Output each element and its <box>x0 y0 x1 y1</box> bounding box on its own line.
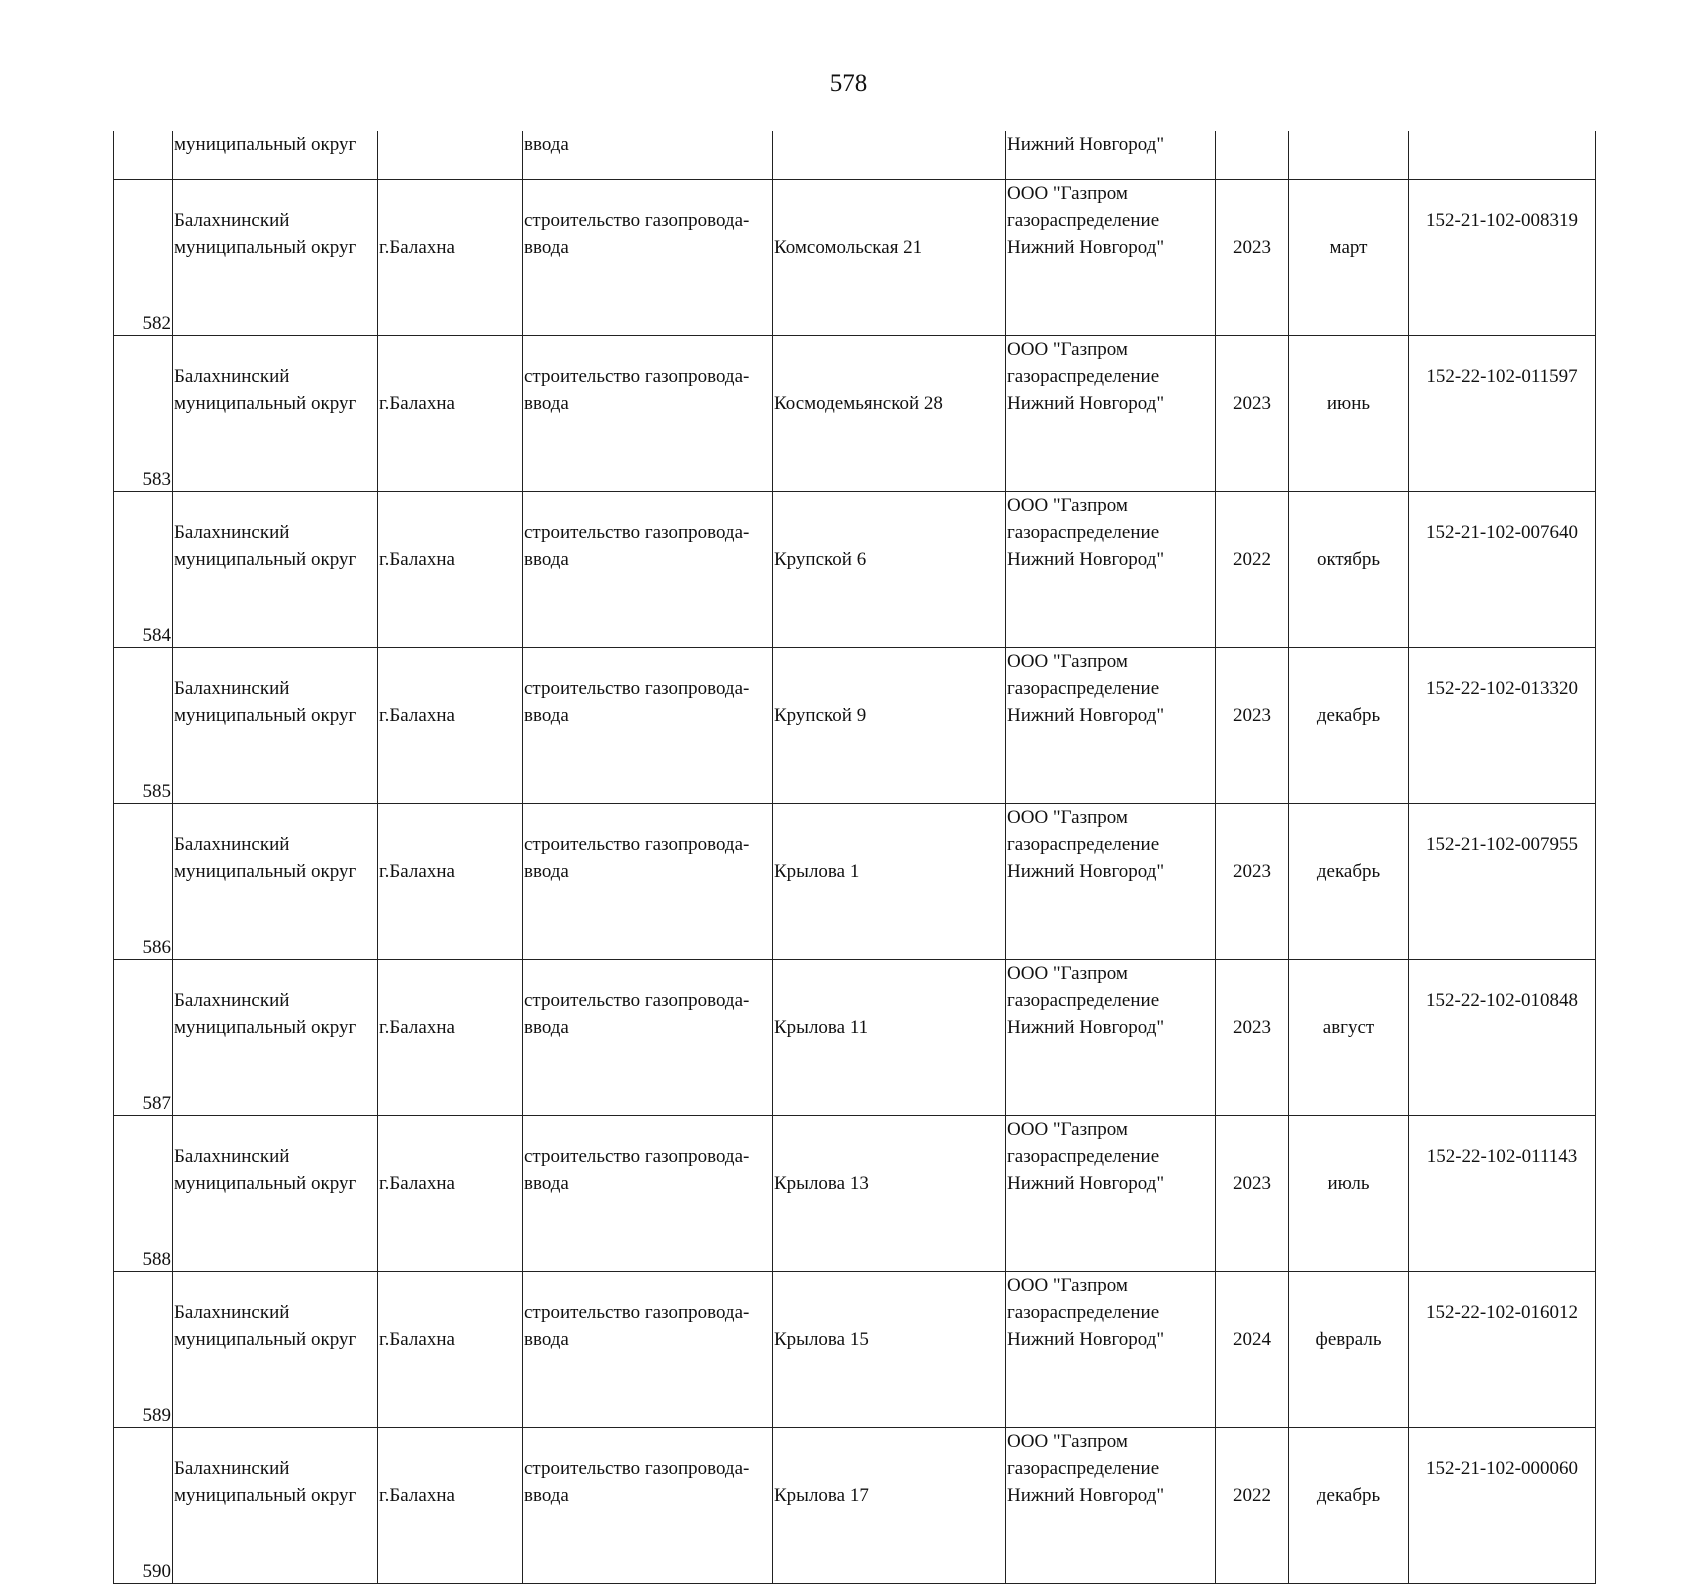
street-address: Крылова 17 <box>774 1485 869 1506</box>
gas-pipeline-registry-table <box>113 131 1596 1584</box>
work-line-1: строительство газопровода- <box>524 1458 750 1479</box>
organization-line-1: ООО "Газпром <box>1007 651 1128 672</box>
cell-district <box>173 336 378 492</box>
cell-organization <box>1006 960 1216 1116</box>
cell-city <box>378 1272 523 1428</box>
cell-month <box>1289 1272 1409 1428</box>
district-line-2: муниципальный округ <box>174 237 357 258</box>
row-number: 587 <box>142 1093 171 1114</box>
cell-work <box>523 1428 773 1584</box>
organization-line-3: Нижний Новгород" <box>1007 1329 1165 1350</box>
city-name: г.Балахна <box>379 705 455 726</box>
organization-line-1: ООО "Газпром <box>1007 339 1128 360</box>
cell-code <box>1409 1428 1596 1584</box>
cell-city <box>378 960 523 1116</box>
cell-num <box>114 336 173 492</box>
district-line-2: муниципальный округ <box>174 1017 357 1038</box>
cell-street <box>773 492 1006 648</box>
cell-work <box>523 336 773 492</box>
organization-line-2: газораспределение <box>1007 678 1160 699</box>
cell-city <box>378 131 523 180</box>
cell-code <box>1409 131 1596 180</box>
cell-district <box>173 492 378 648</box>
cell-district <box>173 1428 378 1584</box>
cell-num <box>114 804 173 960</box>
cell-num <box>114 180 173 336</box>
district-line-2: муниципальный округ <box>174 705 357 726</box>
work-line-2: ввода <box>524 861 569 882</box>
month-value: март <box>1329 237 1368 258</box>
city-name: г.Балахна <box>379 237 455 258</box>
table-row <box>114 960 1596 1116</box>
work-line-2: ввода <box>524 705 569 726</box>
organization-line-1: ООО "Газпром <box>1007 495 1128 516</box>
month-value: декабрь <box>1316 861 1381 882</box>
organization-line-2: газораспределение <box>1007 990 1160 1011</box>
cell-year <box>1216 648 1289 804</box>
street-address: Крылова 1 <box>774 861 860 882</box>
year-value: 2023 <box>1233 393 1271 414</box>
cell-city <box>378 1428 523 1584</box>
street-address: Крупской 6 <box>774 549 867 570</box>
row-number: 590 <box>142 1561 171 1582</box>
work-line-2: ввода <box>524 1485 569 1506</box>
cell-month <box>1289 180 1409 336</box>
cell-work <box>523 492 773 648</box>
organization-line-3: Нижний Новгород" <box>1007 861 1165 882</box>
registry-code: 152-22-102-011597 <box>1426 366 1578 387</box>
page-number: 578 <box>829 70 868 97</box>
cell-year <box>1216 804 1289 960</box>
cell-district <box>173 648 378 804</box>
district-line-1: Балахнинский <box>174 834 290 855</box>
year-value: 2023 <box>1233 1017 1271 1038</box>
cell-street <box>773 1272 1006 1428</box>
organization-line-3: Нижний Новгород" <box>1007 237 1165 258</box>
work-line-2: ввода <box>524 1173 569 1194</box>
cell-city <box>378 180 523 336</box>
city-name: г.Балахна <box>379 861 455 882</box>
registry-code: 152-21-102-007640 <box>1426 522 1578 543</box>
table-row <box>114 180 1596 336</box>
table-row <box>114 492 1596 648</box>
work-line-1: строительство газопровода- <box>524 990 750 1011</box>
organization-line-2: газораспределение <box>1007 1302 1160 1323</box>
work-line-2: ввода <box>524 393 569 414</box>
table-row <box>114 1428 1596 1584</box>
street-address: Крылова 13 <box>774 1173 869 1194</box>
work-line-1: строительство газопровода- <box>524 1302 750 1323</box>
month-value: февраль <box>1315 1329 1382 1350</box>
organization-line-1: ООО "Газпром <box>1007 807 1128 828</box>
cell-street <box>773 804 1006 960</box>
district-line-1: Балахнинский <box>174 522 290 543</box>
registry-code: 152-22-102-010848 <box>1426 990 1578 1011</box>
work-line-1: строительство газопровода- <box>524 210 750 231</box>
cell-street <box>773 1116 1006 1272</box>
cell-code <box>1409 180 1596 336</box>
cell-organization <box>1006 804 1216 960</box>
cell-city <box>378 804 523 960</box>
organization-line-3: Нижний Новгород" <box>1007 1485 1165 1506</box>
year-value: 2023 <box>1233 1173 1271 1194</box>
organization-line-2: газораспределение <box>1007 1146 1160 1167</box>
cell-year <box>1216 336 1289 492</box>
cell-month <box>1289 804 1409 960</box>
year-value: 2023 <box>1233 705 1271 726</box>
cell-city <box>378 648 523 804</box>
work-line-1: строительство газопровода- <box>524 678 750 699</box>
cell-year <box>1216 1116 1289 1272</box>
month-value: октябрь <box>1316 549 1381 570</box>
year-value: 2022 <box>1233 1485 1271 1506</box>
cell-num <box>114 1116 173 1272</box>
district-line-2: муниципальный округ <box>174 1485 357 1506</box>
table-body <box>114 131 1596 1584</box>
cell-work <box>523 960 773 1116</box>
city-name: г.Балахна <box>379 1173 455 1194</box>
row-number: 586 <box>142 937 171 958</box>
cell-month <box>1289 492 1409 648</box>
year-value: 2023 <box>1233 861 1271 882</box>
work-line-2: ввода <box>524 549 569 570</box>
cell-organization <box>1006 336 1216 492</box>
organization-line-2: газораспределение <box>1007 366 1160 387</box>
cell-year <box>1216 960 1289 1116</box>
organization-line-2: газораспределение <box>1007 834 1160 855</box>
cell-organization <box>1006 180 1216 336</box>
month-value: декабрь <box>1316 1485 1381 1506</box>
cell-organization <box>1006 648 1216 804</box>
work-line-1: строительство газопровода- <box>524 834 750 855</box>
cell-num <box>114 131 173 180</box>
row-number: 582 <box>142 313 171 334</box>
table-row <box>114 1116 1596 1272</box>
year-value: 2024 <box>1233 1329 1271 1350</box>
cell-district <box>173 180 378 336</box>
cell-city <box>378 336 523 492</box>
cell-work <box>523 1116 773 1272</box>
cell-district: муниципальный округ <box>173 131 378 180</box>
cell-code <box>1409 336 1596 492</box>
table-row <box>114 804 1596 960</box>
cell-num <box>114 960 173 1116</box>
cell-month <box>1289 648 1409 804</box>
work-line-1: строительство газопровода- <box>524 522 750 543</box>
street-address: Комсомольская 21 <box>774 237 923 258</box>
cell-code <box>1409 1272 1596 1428</box>
district-line-1: Балахнинский <box>174 366 290 387</box>
city-name: г.Балахна <box>379 393 455 414</box>
cell-num <box>114 1272 173 1428</box>
cell-street <box>773 960 1006 1116</box>
registry-code: 152-21-102-000060 <box>1426 1458 1578 1479</box>
cell-code <box>1409 648 1596 804</box>
cell-month <box>1289 131 1409 180</box>
organization-line-2: газораспределение <box>1007 210 1160 231</box>
cell-year <box>1216 1272 1289 1428</box>
street-address: Крылова 11 <box>774 1017 869 1038</box>
district-line-1: Балахнинский <box>174 678 290 699</box>
registry-code: 152-22-102-011143 <box>1426 1146 1578 1167</box>
organization-line-3: Нижний Новгород" <box>1007 549 1165 570</box>
cell-num <box>114 1428 173 1584</box>
street-address: Крылова 15 <box>774 1329 869 1350</box>
registry-code: 152-22-102-016012 <box>1426 1302 1578 1323</box>
cell-month <box>1289 336 1409 492</box>
cell-work: ввода <box>523 131 773 180</box>
city-name: г.Балахна <box>379 1329 455 1350</box>
city-name: г.Балахна <box>379 1017 455 1038</box>
cell-district <box>173 960 378 1116</box>
street-address: Космодемьянской 28 <box>774 393 943 414</box>
cell-work <box>523 180 773 336</box>
organization-line-3: Нижний Новгород" <box>1007 705 1165 726</box>
district-line-2: муниципальный округ <box>174 1173 357 1194</box>
cell-code <box>1409 1116 1596 1272</box>
cell-code <box>1409 960 1596 1116</box>
table-row <box>114 1272 1596 1428</box>
district-line-1: Балахнинский <box>174 1458 290 1479</box>
organization-line-1: ООО "Газпром <box>1007 183 1128 204</box>
district-line-2: муниципальный округ <box>174 393 357 414</box>
district-line-2: муниципальный округ <box>174 549 357 570</box>
district-line-1: Балахнинский <box>174 1302 290 1323</box>
cell-organization <box>1006 1116 1216 1272</box>
row-number: 589 <box>142 1405 171 1426</box>
cell-city <box>378 1116 523 1272</box>
cell-district <box>173 1272 378 1428</box>
cell-num <box>114 492 173 648</box>
organization-line-2: газораспределение <box>1007 522 1160 543</box>
cell-year <box>1216 131 1289 180</box>
row-number: 585 <box>142 781 171 802</box>
street-address: Крупской 9 <box>774 705 867 726</box>
organization-line-3: Нижний Новгород" <box>1007 393 1165 414</box>
cell-street <box>773 131 1006 180</box>
year-value: 2022 <box>1233 549 1271 570</box>
cell-street <box>773 336 1006 492</box>
registry-code: 152-21-102-007955 <box>1426 834 1578 855</box>
district-line-1: Балахнинский <box>174 1146 290 1167</box>
work-line-1: строительство газопровода- <box>524 366 750 387</box>
cell-num <box>114 648 173 804</box>
organization-line-1: ООО "Газпром <box>1007 1119 1128 1140</box>
cell-city <box>378 492 523 648</box>
cell-code <box>1409 804 1596 960</box>
city-name: г.Балахна <box>379 1485 455 1506</box>
district-line-2: муниципальный округ <box>174 1329 357 1350</box>
cell-work <box>523 648 773 804</box>
organization-line-1: ООО "Газпром <box>1007 1275 1128 1296</box>
cell-work <box>523 1272 773 1428</box>
work-line-2: ввода <box>524 237 569 258</box>
row-number: 588 <box>142 1249 171 1270</box>
month-value: июнь <box>1326 393 1371 414</box>
row-number: 583 <box>142 469 171 490</box>
cell-organization <box>1006 1272 1216 1428</box>
registry-code: 152-21-102-008319 <box>1426 210 1578 231</box>
district-line-1: Балахнинский <box>174 210 290 231</box>
work-line-1: строительство газопровода- <box>524 1146 750 1167</box>
cell-district <box>173 804 378 960</box>
cell-work <box>523 804 773 960</box>
organization-line-3: Нижний Новгород" <box>1007 1173 1165 1194</box>
district-line-1: Балахнинский <box>174 990 290 1011</box>
cell-street <box>773 1428 1006 1584</box>
month-value: август <box>1322 1017 1375 1038</box>
continued-row <box>114 131 1596 180</box>
row-number: 584 <box>142 625 171 646</box>
cell-month <box>1289 1428 1409 1584</box>
work-line-2: ввода <box>524 1329 569 1350</box>
organization-line-2: газораспределение <box>1007 1458 1160 1479</box>
table-row <box>114 336 1596 492</box>
cell-month <box>1289 960 1409 1116</box>
city-name: г.Балахна <box>379 549 455 570</box>
cell-month <box>1289 1116 1409 1272</box>
month-value: декабрь <box>1316 705 1381 726</box>
month-value: июль <box>1327 1173 1370 1194</box>
organization-line-1: ООО "Газпром <box>1007 1431 1128 1452</box>
cell-district <box>173 1116 378 1272</box>
year-value: 2023 <box>1233 237 1271 258</box>
cell-year <box>1216 492 1289 648</box>
table-row <box>114 648 1596 804</box>
cell-code <box>1409 492 1596 648</box>
registry-code: 152-22-102-013320 <box>1426 678 1578 699</box>
district-line-2: муниципальный округ <box>174 861 357 882</box>
cell-street <box>773 180 1006 336</box>
cell-organization: Нижний Новгород" <box>1006 131 1216 180</box>
cell-street <box>773 648 1006 804</box>
cell-organization <box>1006 492 1216 648</box>
work-line-2: ввода <box>524 1017 569 1038</box>
organization-line-3: Нижний Новгород" <box>1007 1017 1165 1038</box>
cell-year <box>1216 1428 1289 1584</box>
organization-line-1: ООО "Газпром <box>1007 963 1128 984</box>
cell-organization <box>1006 1428 1216 1584</box>
cell-year <box>1216 180 1289 336</box>
